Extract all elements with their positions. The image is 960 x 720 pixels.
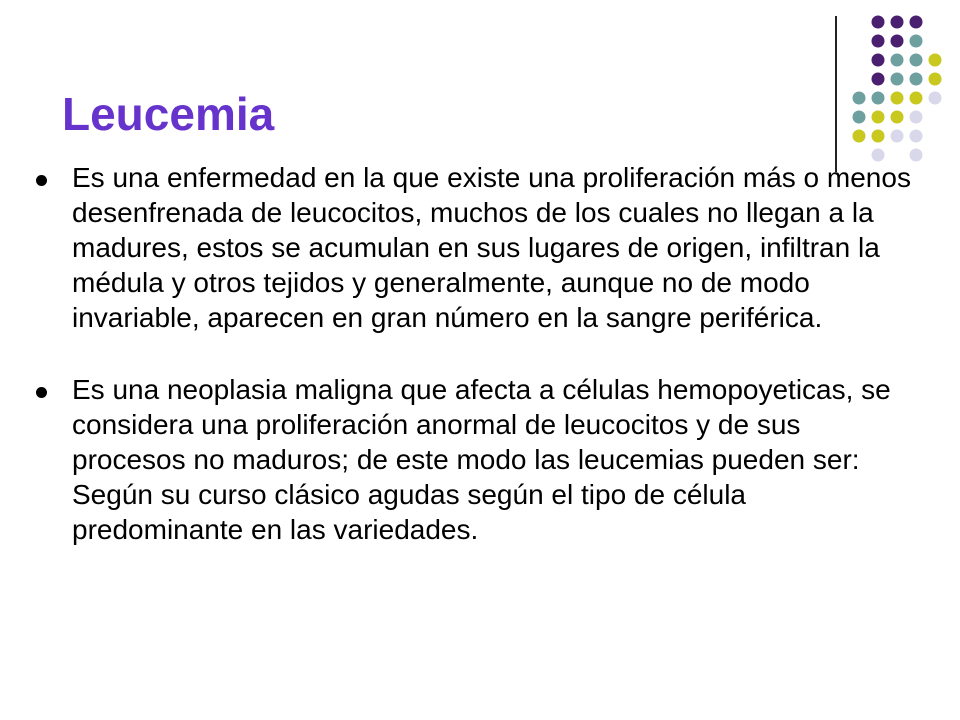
decorative-dot [910, 73, 923, 86]
bullet-text: Es una enfermedad en la que existe una proliferación más o menos desenfrenada de leucocitos, muchos de los cuales no llegan a la madures, estos se acumulan en sus lugares de origen, infiltran la médula y otros tejidos y generalmente, aunque no de modo invariable, aparecen en gran número en la sangre periférica. [72, 162, 911, 333]
decorative-dot [891, 130, 904, 143]
decorative-dot [872, 130, 885, 143]
bullet-dot-icon [36, 387, 47, 398]
bullet-dot-icon [36, 175, 47, 186]
decorative-dot [872, 73, 885, 86]
bullet-item [34, 372, 914, 547]
bullet-item [34, 160, 914, 335]
decorative-dot [891, 54, 904, 67]
decorative-dot [929, 92, 942, 105]
decorative-dot [910, 54, 923, 67]
decorative-dot [872, 54, 885, 67]
decorative-dot [853, 92, 866, 105]
decorative-dot [910, 130, 923, 143]
decorative-dot [872, 16, 885, 29]
decorative-dot [872, 111, 885, 124]
decorative-dot-grid [0, 0, 960, 180]
decorative-dot [929, 73, 942, 86]
decorative-dot [891, 16, 904, 29]
decorative-dot [891, 35, 904, 48]
decorative-dot [891, 73, 904, 86]
slide-title: Leucemia [62, 88, 275, 140]
bullet-list [34, 160, 914, 584]
decorative-dot [853, 130, 866, 143]
decorative-dot [891, 92, 904, 105]
decorative-dot [872, 35, 885, 48]
decorative-dot [872, 92, 885, 105]
decorative-dot [910, 92, 923, 105]
decorative-dot [910, 16, 923, 29]
decorative-dot [853, 111, 866, 124]
decorative-dot [929, 54, 942, 67]
decorative-dot [910, 35, 923, 48]
decorative-dot [910, 111, 923, 124]
decorative-dot [891, 111, 904, 124]
bullet-text: Es una neoplasia maligna que afecta a células hemopoyeticas, se considera una proliferación anormal de leucocitos y de sus procesos no maduros; de este modo las leucemias pueden ser: Según su curso clásico agudas según el tipo de célula predominante en las variedades. [72, 374, 891, 545]
